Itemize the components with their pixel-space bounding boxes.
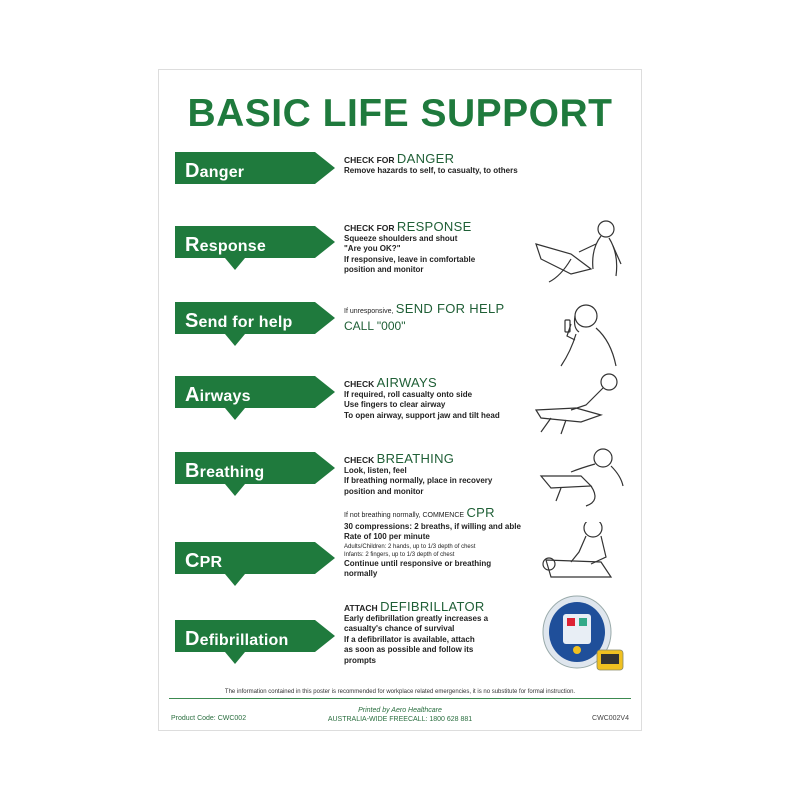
step-airways <box>159 376 643 442</box>
step-cpr <box>159 505 643 594</box>
step-arrow <box>175 376 335 440</box>
step-arrow <box>175 302 335 366</box>
step-label: Send for help <box>185 310 293 332</box>
poster <box>158 69 642 731</box>
step-description: If not breathing normally, COMMENCE CPR 30 compressions: 2 breaths, if willing and able Rate of 100 per minute Adults/Children: 2 hands, up to 1/3 depth of chest Infants: 2 fingers, up to 1/3 depth of chest Continue until responsive or breathing normally <box>344 505 521 578</box>
step-arrow <box>175 152 335 216</box>
step-defibrillation <box>159 599 643 686</box>
step-label: Breathing <box>185 460 265 482</box>
step-label: Defibrillation <box>185 628 289 650</box>
step-send-for-help <box>159 302 643 368</box>
version-code: CWC002V4 <box>592 715 629 722</box>
airway-illustration <box>531 370 631 444</box>
step-arrow <box>175 220 335 284</box>
step-description: CHECK FOR RESPONSE Squeeze shoulders and shout "Are you OK?" If responsive, leave in comfortable position and monitor <box>344 219 476 274</box>
step-arrow <box>175 542 335 606</box>
step-description: CHECK FOR DANGER Remove hazards to self, to casualty, to others <box>344 151 518 175</box>
cpr-illustration <box>531 522 631 596</box>
step-description: CHECK BREATHING Look, listen, feel If breathing normally, place in recovery position and monitor <box>344 451 493 496</box>
step-danger <box>159 152 643 218</box>
footer-disclaimer: The information contained in this poster is recommended for workplace related emergencies, it is no substitute for formal instruction. <box>169 689 631 699</box>
shoulder-squeeze-illustration <box>531 214 631 288</box>
phone-call-illustration <box>531 296 631 370</box>
printer-info <box>171 706 629 724</box>
step-arrow <box>175 452 335 516</box>
step-arrow <box>175 620 335 684</box>
step-label: CPR <box>185 550 223 572</box>
defibrillator-illustration <box>539 592 631 678</box>
step-description: CHECK AIRWAYS If required, roll casualty onto side Use fingers to clear airway To open airway, support jaw and tilt head <box>344 375 500 420</box>
step-description: If unresponsive, SEND FOR HELP CALL "000" <box>344 301 505 333</box>
step-description: ATTACH DEFIBRILLATOR Early defibrillation greatly increases a casualty's chance of survival If a defibrillator is available, attach as soon as possible and follow its prompts <box>344 599 489 665</box>
printed-by: Printed by Aero Healthcare <box>358 707 442 714</box>
poster-title: BASIC LIFE SUPPORT <box>187 92 613 135</box>
product-code: Product Code: CWC002 <box>171 715 247 722</box>
step-label: Response <box>185 234 266 256</box>
breathing-illustration <box>531 446 631 520</box>
freecall-number: AUSTRALIA-WIDE FREECALL: 1800 628 881 <box>327 716 473 723</box>
step-label: Airways <box>185 384 251 406</box>
step-label: Danger <box>185 160 245 182</box>
step-response <box>159 220 643 286</box>
